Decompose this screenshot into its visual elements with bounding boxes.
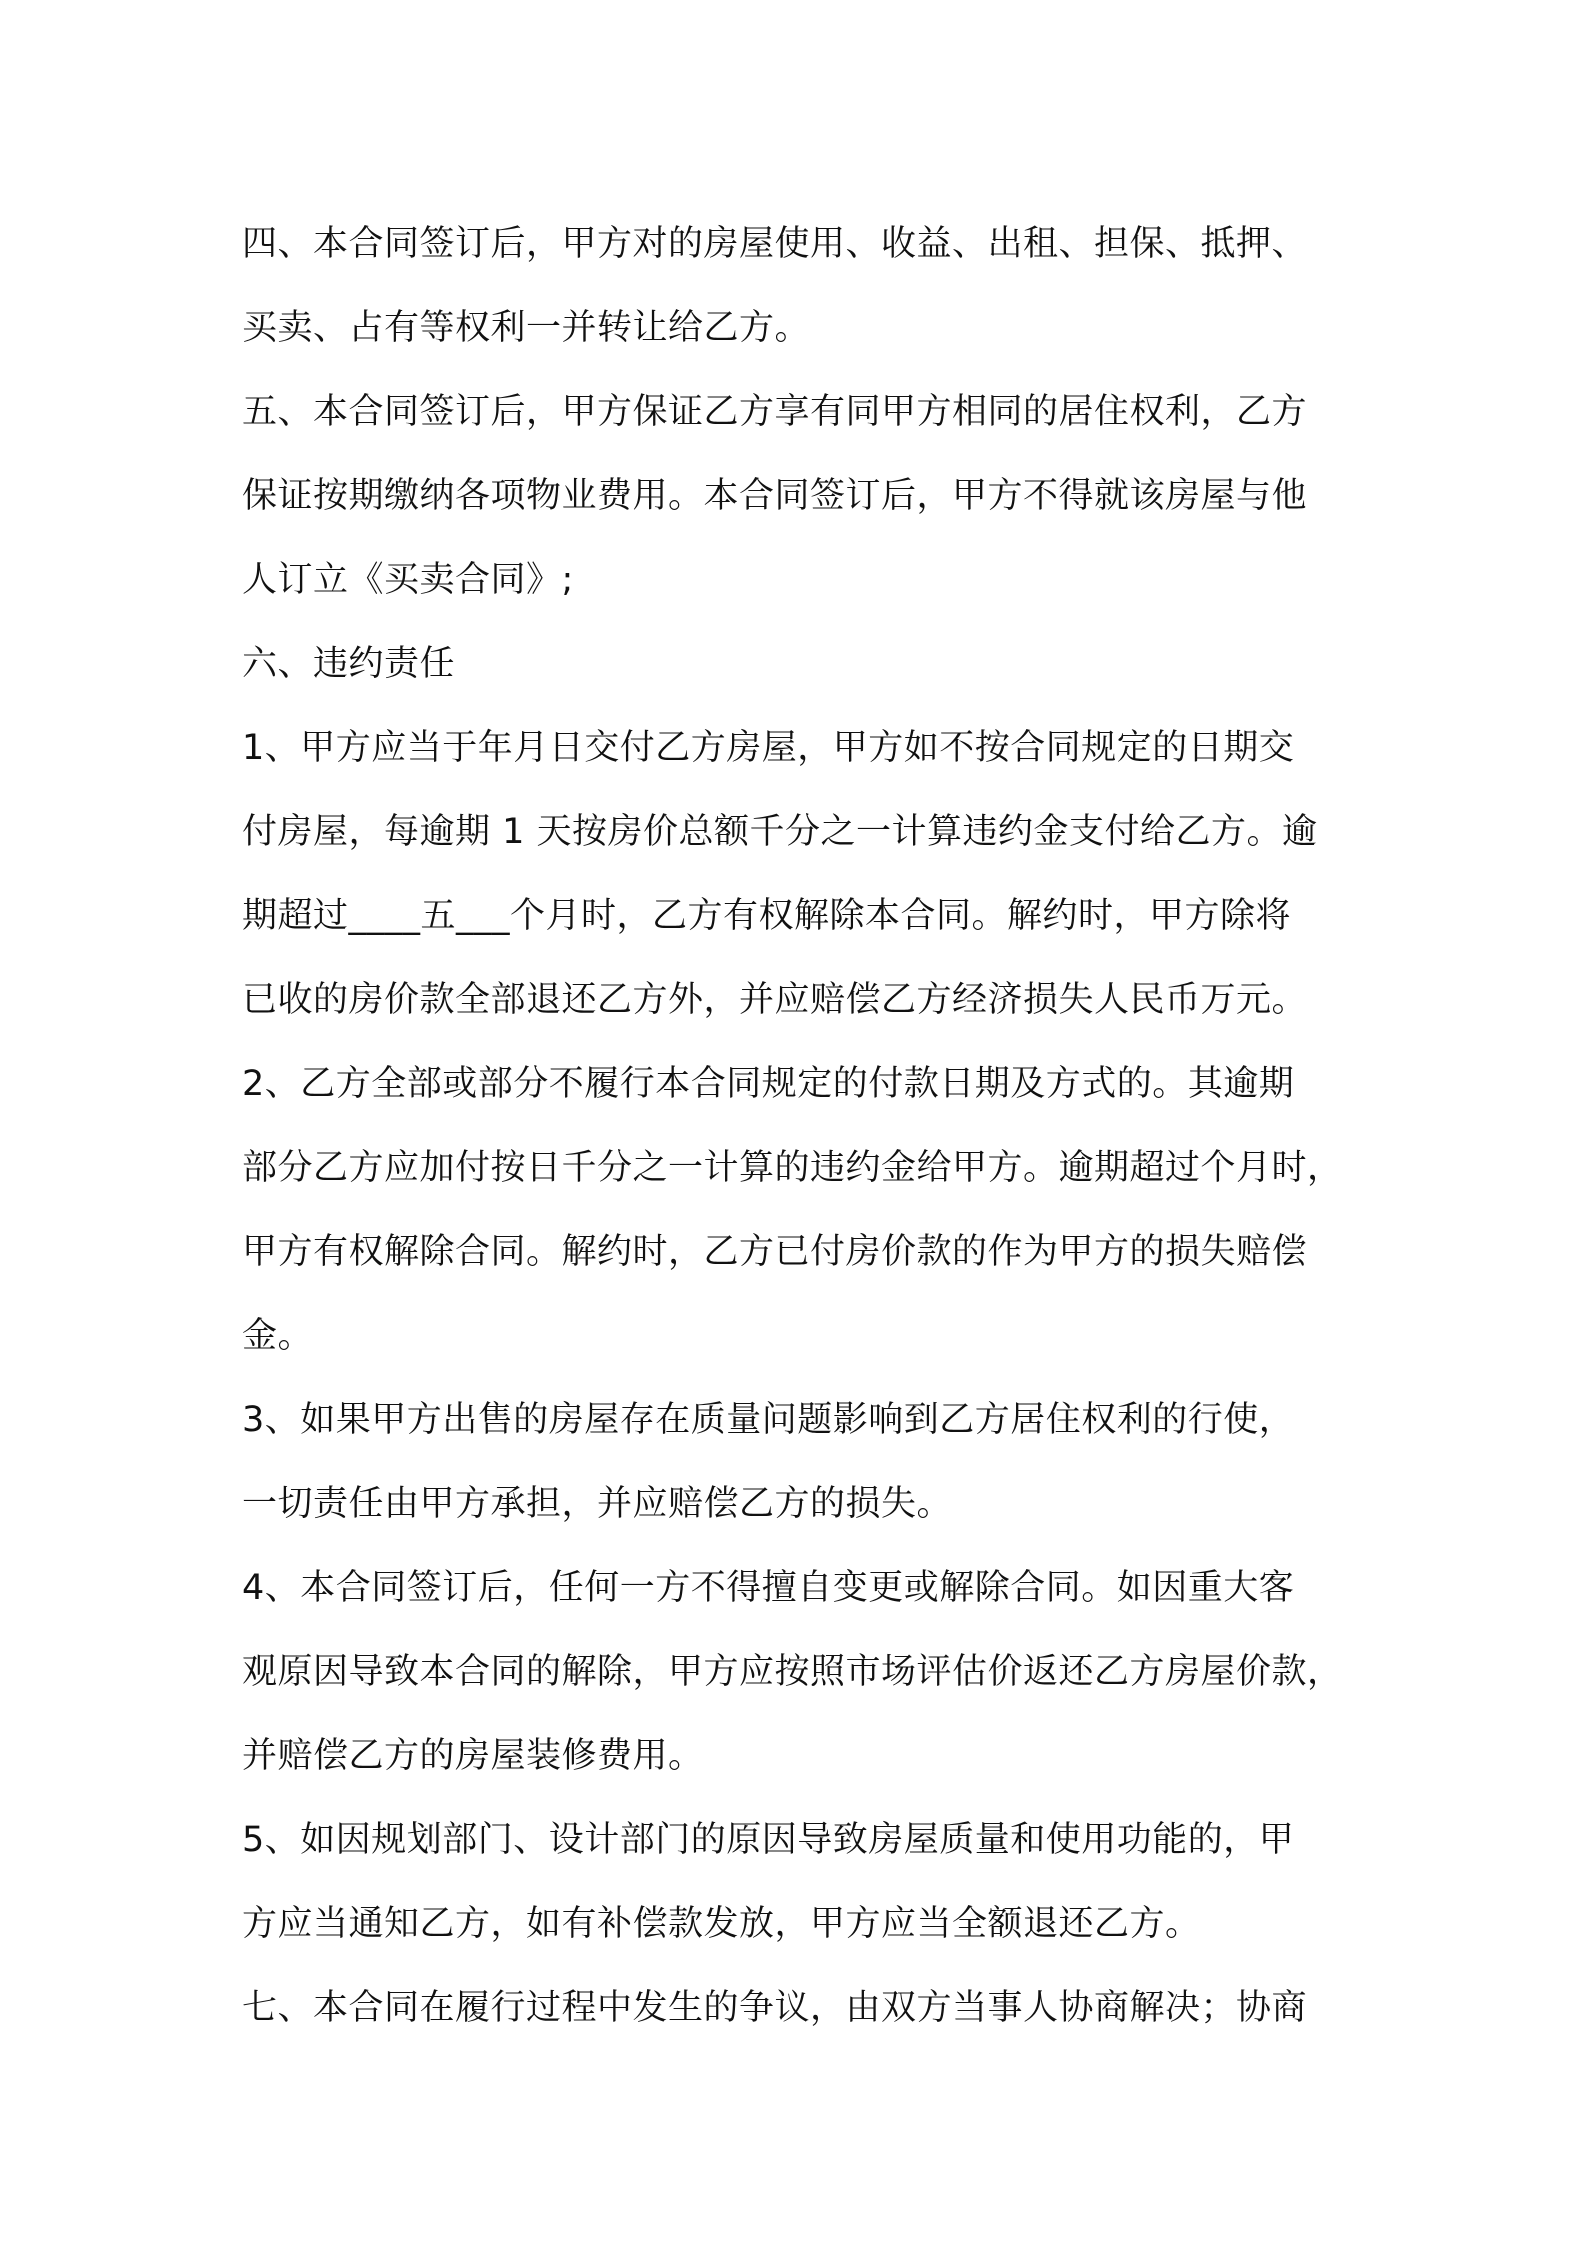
text-line: 并赔偿乙方的房屋装修费用。 [242,1736,704,1776]
text-line: 保证按期缴纳各项物业费用。本合同签订后，甲方不得就该房屋与他 [242,476,1308,516]
text-line: 已收的房价款全部退还乙方外，并应赔偿乙方经济损失人民币万元。 [242,980,1308,1020]
text-line: 七、本合同在履行过程中发生的争议，由双方当事人协商解决；协商 [242,1988,1308,2028]
text-line: 期超过____五___个月时，乙方有权解除本合同。解约时，甲方除将 [242,896,1292,936]
text-line: 2、乙方全部或部分不履行本合同规定的付款日期及方式的。其逾期 [242,1064,1295,1104]
text-line: 付房屋，每逾期 1 天按房价总额千分之一计算违约金支付给乙方。逾 [242,812,1318,852]
text-line: 金。 [242,1316,314,1356]
text-line: 1、甲方应当于年月日交付乙方房屋，甲方如不按合同规定的日期交 [242,728,1295,768]
text-line: 五、本合同签订后，甲方保证乙方享有同甲方相同的居住权利，乙方 [242,392,1308,432]
text-line: 4、本合同签订后，任何一方不得擅自变更或解除合同。如因重大客 [242,1568,1295,1608]
text-line: 一切责任由甲方承担，并应赔偿乙方的损失。 [242,1484,953,1524]
text-line: 人订立《买卖合同》; [242,560,574,600]
text-line: 观原因导致本合同的解除，甲方应按照市场评估价返还乙方房屋价款， [242,1652,1343,1692]
text-line: 买卖、占有等权利一并转让给乙方。 [242,308,811,348]
text-line: 部分乙方应加付按日千分之一计算的违约金给甲方。逾期超过个月时， [242,1148,1343,1188]
document-body [242,202,1362,2050]
text-line: 四、本合同签订后，甲方对的房屋使用、收益、出租、担保、抵押、 [242,224,1308,264]
text-line: 3、如果甲方出售的房屋存在质量问题影响到乙方居住权利的行使， [242,1400,1295,1440]
text-line: 甲方有权解除合同。解约时，乙方已付房价款的作为甲方的损失赔偿 [242,1232,1308,1272]
text-line: 5、如因规划部门、设计部门的原因导致房屋质量和使用功能的，甲 [242,1820,1295,1860]
text-line: 方应当通知乙方，如有补偿款发放，甲方应当全额退还乙方。 [242,1904,1201,1944]
section-heading: 六、违约责任 [242,644,456,684]
